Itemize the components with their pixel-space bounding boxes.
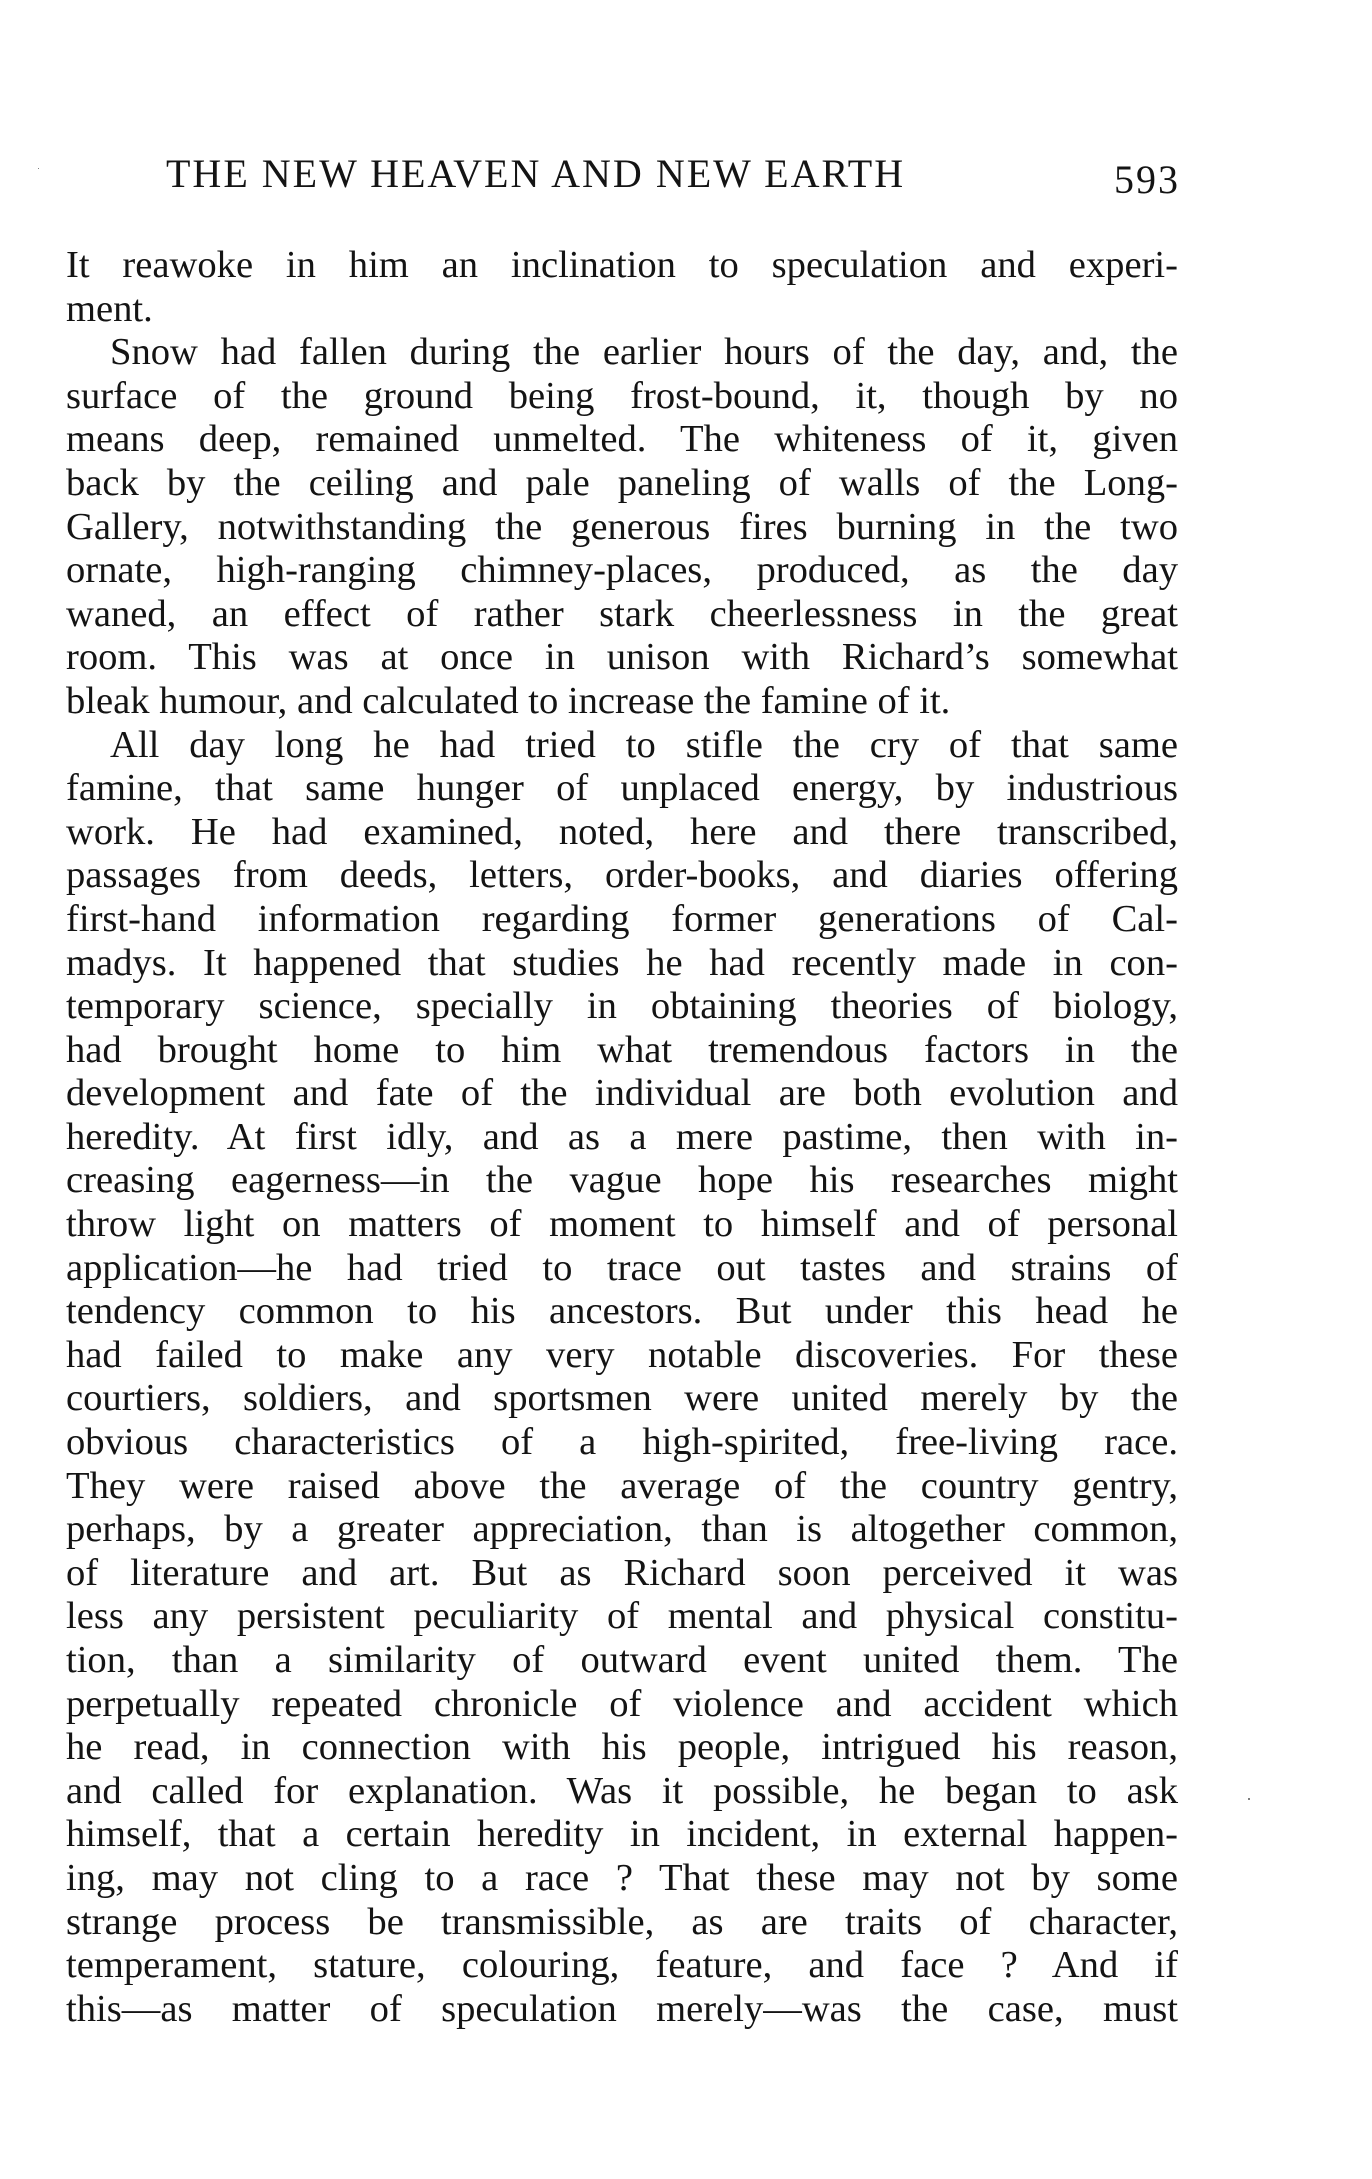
paper-speck — [38, 168, 39, 169]
text-line: himself, that a certain heredity in incident, in external happen- — [66, 1813, 1178, 1856]
text-line: temperament, stature, colouring, feature, and face ? And if — [66, 1944, 1178, 1987]
text-line: tion, than a similarity of outward event united them. The — [66, 1639, 1178, 1681]
text-line: room. This was at once in unison with Richard’s somewhat — [66, 636, 1178, 679]
text-line: They were raised above the average of the country gentry, — [66, 1464, 1178, 1507]
text-line: means deep, remained unmelted. The whiteness of it, given — [66, 418, 1178, 461]
text-line: courtiers, soldiers, and sportsmen were united merely by the — [66, 1377, 1178, 1420]
paper-speck — [1248, 1798, 1250, 1800]
text-line: work. He had examined, noted, here and there transcribed, — [66, 810, 1178, 853]
text-line: obvious characteristics of a high-spirited, free-living race. — [66, 1421, 1178, 1464]
text-line: Gallery, notwithstanding the generous fires burning in the two — [66, 505, 1178, 548]
text-line: this—as matter of speculation merely—was the case, must — [66, 1987, 1178, 2030]
text-line: application—he had tried to trace out tastes and strains of — [66, 1246, 1178, 1289]
text-line: It reawoke in him an inclination to speculation and experi- — [66, 244, 1178, 286]
text-line: ing, may not cling to a race ? That these may not by some — [66, 1856, 1178, 1899]
text-line: had failed to make any very notable discoveries. For these — [66, 1333, 1178, 1376]
body-text — [66, 244, 1178, 2031]
text-line: first-hand information regarding former generations of Cal- — [66, 897, 1178, 940]
text-line: back by the ceiling and pale paneling of walls of the Long- — [66, 461, 1178, 504]
text-line: madys. It happened that studies he had recently made in con- — [66, 941, 1178, 984]
text-line: perhaps, by a greater appreciation, than is altogether common, — [66, 1508, 1178, 1551]
text-line: he read, in connection with his people, intrigued his reason, — [66, 1726, 1178, 1769]
text-line: ornate, high-ranging chimney-places, produced, as the day — [66, 549, 1178, 592]
text-line: had brought home to him what tremendous factors in the — [66, 1028, 1178, 1071]
text-line: tendency common to his ancestors. But under this head he — [66, 1290, 1178, 1333]
text-line: ment. — [66, 287, 153, 330]
text-line: temporary science, specially in obtaining theories of biology, — [66, 985, 1178, 1028]
text-line: development and fate of the individual are both evolution and — [66, 1072, 1178, 1115]
running-head — [160, 150, 1180, 210]
text-line: creasing eagerness—in the vague hope his researches might — [66, 1159, 1178, 1202]
text-line: passages from deeds, letters, order-books, and diaries offering — [66, 854, 1178, 897]
paragraph-first-line: All day long he had tried to stifle the cry of that same — [110, 723, 1178, 766]
text-line: bleak humour, and calculated to increase the famine of it. — [66, 679, 951, 722]
text-line: throw light on matters of moment to himself and of personal — [66, 1203, 1178, 1246]
text-line: waned, an effect of rather stark cheerlessness in the great — [66, 592, 1178, 635]
text-line: and called for explanation. Was it possible, he began to ask — [66, 1769, 1178, 1812]
paragraph-first-line: Snow had fallen during the earlier hours of the day, and, the — [110, 331, 1178, 374]
text-line: heredity. At first idly, and as a mere pastime, then with in- — [66, 1115, 1178, 1158]
page-number: 593 — [1114, 157, 1180, 202]
text-line: strange process be transmissible, as are traits of character, — [66, 1900, 1178, 1943]
text-line: less any persistent peculiarity of mental and physical constitu- — [66, 1595, 1178, 1638]
text-line: perpetually repeated chronicle of violence and accident which — [66, 1682, 1178, 1725]
text-line: surface of the ground being frost-bound, it, though by no — [66, 374, 1178, 417]
text-line: of literature and art. But as Richard soon perceived it was — [66, 1551, 1178, 1594]
text-line: famine, that same hunger of unplaced energy, by industrious — [66, 767, 1178, 810]
running-title: THE NEW HEAVEN AND NEW EARTH — [166, 151, 906, 196]
